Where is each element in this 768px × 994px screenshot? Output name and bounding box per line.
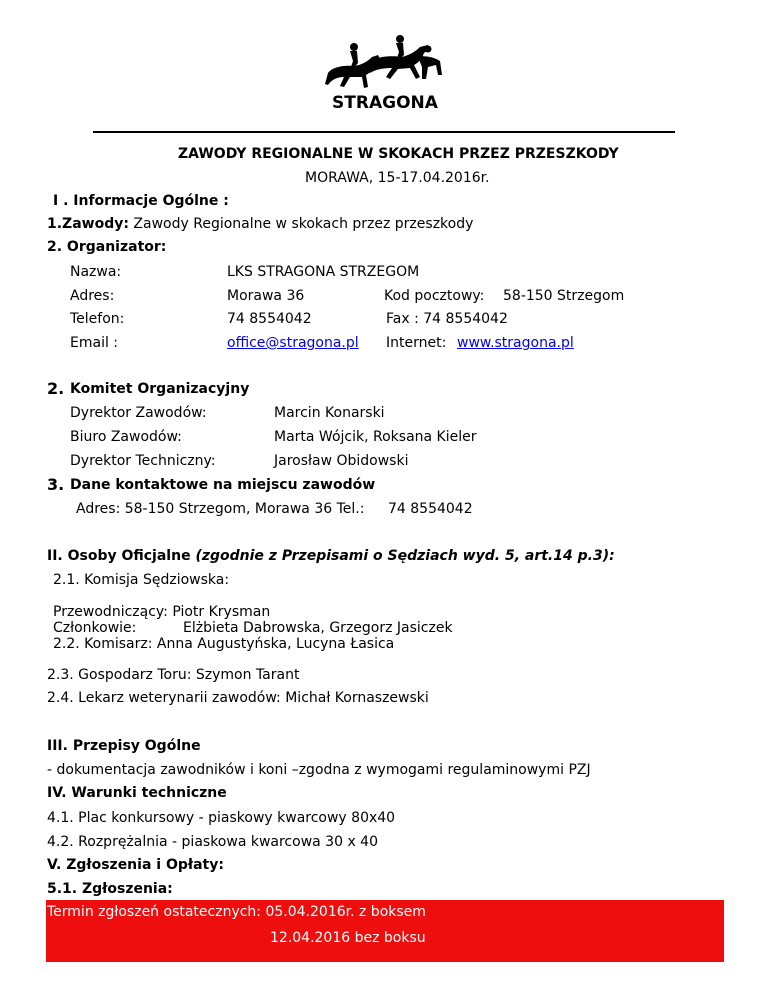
kontakt-heading: Dane kontaktowe na miejscu zawodów [70,477,376,493]
deadline-with-box: Termin zgłoszeń ostatecznych: 05.04.2016r. z boksem [47,904,426,920]
section-5-heading: V. Zgłoszenia i Opłaty: [47,857,224,873]
zawody-line [47,216,473,232]
section-1-heading: I . Informacje Ogólne : [53,193,229,209]
section-4-heading: IV. Warunki techniczne [47,785,227,801]
plac-konkursowy: 4.1. Plac konkursowy - piaskowy kwarcowy 80x40 [47,810,396,826]
komisarz: 2.2. Komisarz: Anna Augustyńska, Lucyna Łasica [53,636,395,652]
kontakt-phone: 74 8554042 [388,501,473,517]
przewodniczacy: Przewodniczący: Piotr Krysman [53,604,271,620]
komitet-row-label: Dyrektor Techniczny: [70,453,216,469]
komisja-heading: 2.1. Komisja Sędziowska: [53,572,230,588]
komitet-row-label: Biuro Zawodów: [70,429,182,445]
org-website-link[interactable]: www.stragona.pl [457,335,574,351]
deadline-without-box: 12.04.2016 bez boksu [270,930,426,946]
komitet-row-value: Marcin Konarski [274,405,385,421]
org-fax: Fax : 74 8554042 [386,311,508,327]
org-email-link[interactable]: office@stragona.pl [227,335,359,351]
page-subtitle: MORAWA, 15-17.04.2016r. [305,170,490,186]
zawody-value: Zawody Regionalne w skokach przez przeszkody [133,216,474,232]
org-name-value: LKS STRAGONA STRZEGOM [227,264,420,280]
lekarz: 2.4. Lekarz weterynarii zawodów: Michał Kornaszewski [47,690,429,706]
org-address-value: Morawa 36 [227,288,305,304]
zawody-label: 1.Zawody: [47,216,129,232]
komitet-row-value: Jarosław Obidowski [274,453,409,469]
komitet-heading: Komitet Organizacyjny [70,381,250,397]
org-name-label: Nazwa: [70,264,122,280]
org-internet-label: Internet: [386,335,447,351]
org-address-label: Adres: [70,288,115,304]
gospodarz-toru: 2.3. Gospodarz Toru: Szymon Tarant [47,667,300,683]
stragona-logo [310,35,460,115]
kontakt-address: Adres: 58-150 Strzegom, Morawa 36 Tel.: [76,501,365,517]
komitet-row-value: Marta Wójcik, Roksana Kieler [274,429,477,445]
rozprezalnia: 4.2. Rozprężalnia - piaskowa kwarcowa 30 x 40 [47,834,378,850]
komitet-number: 2. [47,379,65,398]
section-2-note: (zgodnie z Przepisami o Sędziach wyd. 5, art.14 p.3): [195,548,615,564]
org-postal-value: 58-150 Strzegom [503,288,625,304]
section-2-title: II. Osoby Oficjalne [47,548,196,564]
organizator-heading: 2. Organizator: [47,239,167,255]
section-3-heading: III. Przepisy Ogólne [47,738,201,754]
org-phone-value: 74 8554042 [227,311,312,327]
page-title: ZAWODY REGIONALNE W SKOKACH PRZEZ PRZESZKODY [178,146,619,162]
czlonkowie-value: Elżbieta Dabrowska, Grzegorz Jasiczek [183,620,453,636]
section-3-text: - dokumentacja zawodników i koni –zgodna z wymogami regulaminowymi PZJ [47,762,591,778]
horse-rider-icon [310,35,460,115]
org-postal-label: Kod pocztowy: [384,288,485,304]
header-divider [93,131,675,133]
org-email-label: Email : [70,335,119,351]
komitet-row-label: Dyrektor Zawodów: [70,405,207,421]
zgloszenia-heading: 5.1. Zgłoszenia: [47,881,173,897]
logo-wordmark: STRAGONA [332,93,438,113]
kontakt-number: 3. [47,475,65,494]
section-2-heading [47,548,615,564]
org-phone-label: Telefon: [70,311,125,327]
czlonkowie-label: Członkowie: [53,620,137,636]
